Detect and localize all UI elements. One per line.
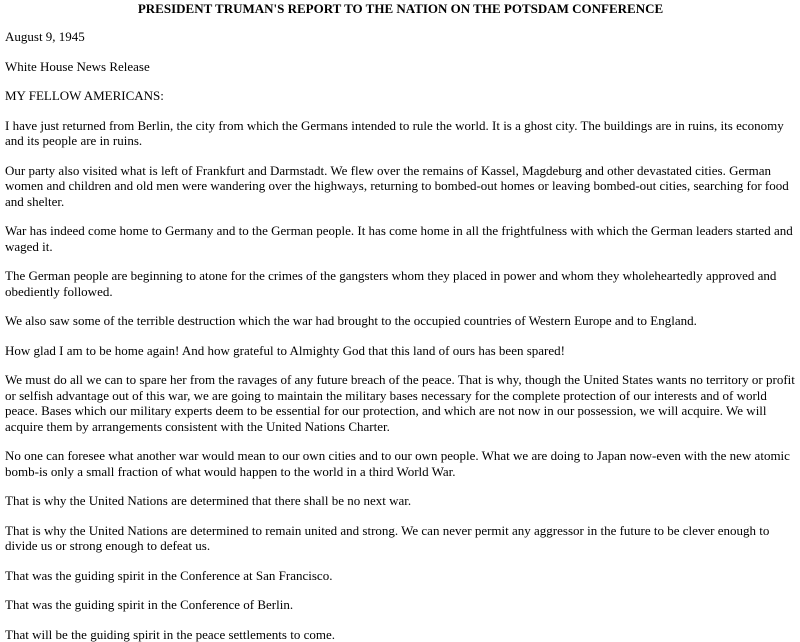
paragraph-1: I have just returned from Berlin, the city from which the Germans intended to rule the world. It is a ghost city. The buildings are in ruins, its economy and its people are in ruins. (5, 118, 796, 149)
paragraph-5: We also saw some of the terrible destruction which the war had brought to the occupied countries of Western Europe and to England. (5, 313, 796, 329)
paragraph-3: War has indeed come home to Germany and to the German people. It has come home in all the frightfulness with which the German leaders started and waged it. (5, 223, 796, 254)
paragraph-13: That will be the guiding spirit in the peace settlements to come. (5, 627, 796, 642)
document-source: White House News Release (5, 59, 796, 75)
paragraph-11: That was the guiding spirit in the Conference at San Francisco. (5, 568, 796, 584)
paragraph-4: The German people are beginning to atone for the crimes of the gangsters whom they placed in power and whom they wholeheartedly approved and obediently followed. (5, 268, 796, 299)
paragraph-2: Our party also visited what is left of Frankfurt and Darmstadt. We flew over the remains of Kassel, Magdeburg and other devastated cities. German women and children and old men were wandering over the highways, returning to bombed-out homes or leaving bombed-out cities, searching for food and shelter. (5, 163, 796, 210)
document-title: PRESIDENT TRUMAN'S REPORT TO THE NATION ON THE POTSDAM CONFERENCE (5, 0, 796, 16)
paragraph-10: That is why the United Nations are determined to remain united and strong. We can never permit any aggressor in the future to be clever enough to divide us or strong enough to defeat us. (5, 523, 796, 554)
paragraph-6: How glad I am to be home again! And how grateful to Almighty God that this land of ours has been spared! (5, 343, 796, 359)
paragraph-9: That is why the United Nations are determined that there shall be no next war. (5, 493, 796, 509)
document-date: August 9, 1945 (5, 29, 796, 45)
paragraph-12: That was the guiding spirit in the Conference of Berlin. (5, 597, 796, 613)
salutation: MY FELLOW AMERICANS: (5, 88, 796, 104)
paragraph-7: We must do all we can to spare her from the ravages of any future breach of the peace. That is why, though the United States wants no territory or profit or selfish advantage out of this war, we are going to maintain the military bases necessary for the complete protection of our interests and of world peace. Bases which our military experts deem to be essential for our protection, and which are not now in our possession, we will acquire. We will acquire them by arrangements consistent with the United Nations Charter. (5, 372, 796, 434)
paragraph-8: No one can foresee what another war would mean to our own cities and to our own people. What we are doing to Japan now-even with the new atomic bomb-is only a small fraction of what would happen to the world in a third World War. (5, 448, 796, 479)
